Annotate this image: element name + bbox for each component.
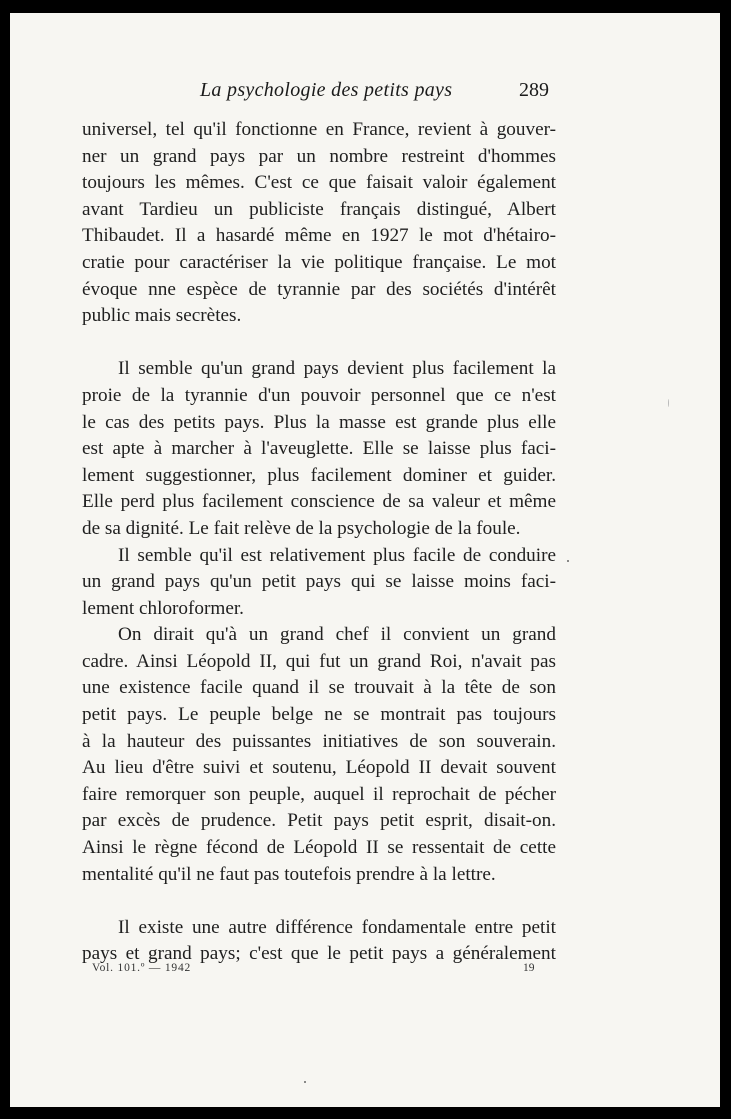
text-line: universel, tel qu'il fonctionne en France, revient à gouver- bbox=[82, 119, 556, 140]
text-line: lement suggestionner, plus facilement dominer et guider. bbox=[82, 464, 556, 486]
paragraph-3 bbox=[82, 543, 556, 623]
text-line: cadre. Ainsi Léopold II, qui fut un grand Roi, n'avait pas bbox=[82, 650, 556, 672]
text-line: public mais secrètes. bbox=[82, 305, 242, 327]
text-line: Ainsi le règne fécond de Léopold II se ressentait de cette bbox=[82, 837, 556, 859]
text-line: est apte à marcher à l'aveuglette. Elle se laisse plus faci- bbox=[82, 438, 556, 460]
text-line: Thibaudet. Il a hasardé même en 1927 le mot d'hétairo- bbox=[82, 225, 556, 247]
paragraph-gap bbox=[82, 888, 556, 915]
text-line: une existence facile quand il se trouvait à la tête de son bbox=[82, 677, 556, 699]
paragraph-4 bbox=[82, 622, 556, 888]
paragraph-gap bbox=[82, 330, 556, 357]
text-line: évoque nne espèce de tyrannie par des sociétés d'intérêt bbox=[82, 278, 556, 300]
volume-signature: Vol. 101.º — 1942 bbox=[92, 962, 192, 974]
book-page bbox=[10, 13, 720, 1107]
text-line: toujours les mêmes. C'est ce que faisait valoir également bbox=[82, 172, 556, 194]
text-line: proie de la tyrannie d'un pouvoir personnel que ce n'est bbox=[82, 384, 556, 406]
text-line: mentalité qu'il ne faut pas toutefois prendre à la lettre. bbox=[82, 863, 496, 885]
text-line: à la hauteur des puissantes initiatives de son souverain. bbox=[82, 730, 556, 752]
text-line: un grand pays qu'un petit pays qui se laisse moins faci- bbox=[82, 571, 556, 593]
text-line: le cas des petits pays. Plus la masse est grande plus elle bbox=[82, 411, 556, 433]
paper-speck bbox=[567, 560, 569, 562]
text-line: par excès de prudence. Petit pays petit esprit, disait-on. bbox=[82, 810, 556, 832]
text-line: Il semble qu'un grand pays devient plus facilement la bbox=[118, 358, 556, 380]
text-line: cratie pour caractériser la vie politique française. Le mot bbox=[82, 251, 556, 273]
body-text bbox=[82, 117, 556, 968]
paragraph-5 bbox=[82, 915, 556, 968]
text-line: Il existe une autre différence fondamentale entre petit bbox=[118, 916, 556, 938]
text-line: faire remorquer son peuple, auquel il reprochait de pécher bbox=[82, 783, 556, 805]
text-line: ner un grand pays par un nombre restreint d'hommes bbox=[82, 145, 556, 167]
running-head bbox=[10, 79, 720, 107]
gathering-signature: 19 bbox=[523, 962, 535, 974]
text-line: lement chloroformer. bbox=[82, 597, 244, 619]
text-line: petit pays. Le peuple belge ne se montrait pas toujours bbox=[82, 704, 556, 726]
running-title: La psychologie des petits pays bbox=[200, 79, 453, 101]
text-line: pays et grand pays; c'est que le petit pays a généralement bbox=[82, 943, 556, 965]
paragraph-1 bbox=[82, 117, 556, 330]
paper-speck bbox=[668, 399, 669, 407]
text-line: Au lieu d'être suivi et soutenu, Léopold II devait souvent bbox=[82, 757, 556, 779]
text-line: On dirait qu'à un grand chef il convient un grand bbox=[118, 624, 556, 646]
text-line: avant Tardieu un publiciste français distingué, Albert bbox=[82, 198, 556, 220]
text-line: de sa dignité. Le fait relève de la psychologie de la foule. bbox=[82, 517, 521, 539]
text-line: Il semble qu'il est relativement plus facile de conduire bbox=[118, 544, 556, 566]
page-number: 289 bbox=[519, 79, 549, 101]
text-line: Elle perd plus facilement conscience de sa valeur et même bbox=[82, 491, 556, 513]
paper-speck bbox=[304, 1081, 306, 1083]
paragraph-2 bbox=[82, 356, 556, 542]
